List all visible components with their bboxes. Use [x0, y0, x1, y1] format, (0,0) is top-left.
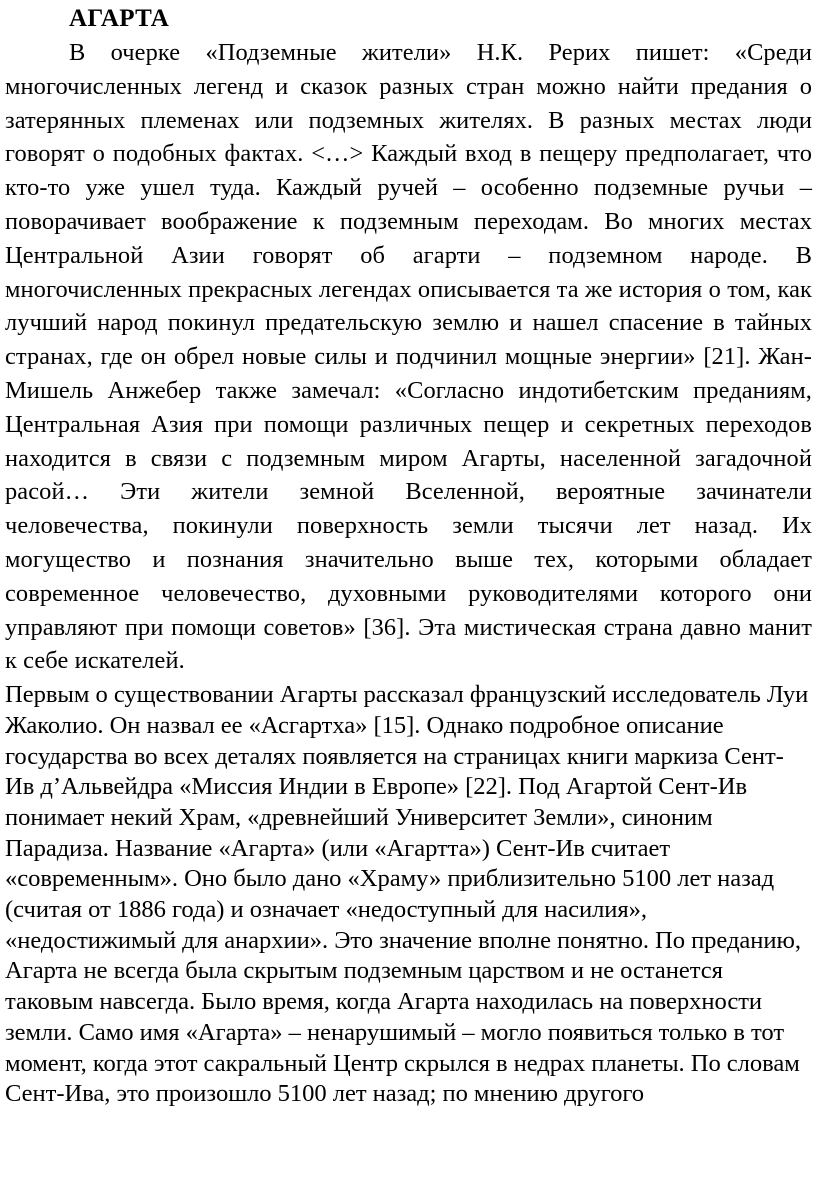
- paragraph-1: В очерке «Подземные жители» Н.К. Рерих пишет: «Среди многочисленных легенд и сказок разных стран можно найти предания о затерянных племенах или подземных жителях. В разных местах люди говорят о подобных фактах. <…> Каждый вход в пещеру предполагает, что кто-то уже ушел туда. Каждый ручей – особенно подземные ручьи – поворачивает воображение к подземным переходам. Во многих местах Центральной Азии говорят об агарти – подземном народе. В многочисленных прекрасных легендах описывается та же история о том, как лучший народ покинул предательскую землю и нашел спасение в тайных странах, где он обрел новые силы и подчинил мощные энергии» [21]. Жан-Мишель Анжебер также замечал: «Согласно индотибетским преданиям, Центральная Азия при помощи различных пещер и секретных переходов находится в связи с подземным миром Агарты, населенной загадочной расой… Эти жители земной Вселенной, вероятные зачинатели человечества, покинули поверхность земли тысячи лет назад. Их могущество и познания значительно выше тех, которыми обладает современное человечество, духовными руководителями которого они управляют при помощи советов» [36]. Эта мистическая страна давно манит к себе искателей.: [5, 39, 812, 675]
- document-title: АГАРТА: [69, 5, 170, 32]
- paragraph-2: Первым о существовании Агарты рассказал французский исследователь Луи Жаколио. Он назвал ее «Асгартха» [15]. Однако подробное описание государства во всех деталях появляется на страницах книги маркиза Сент-Ив д’Альвейдра «Миссия Индии в Европе» [22]. Под Агартой Сент-Ив понимает некий Храм, «древнейший Университет Земли», синоним Парадиза. Название «Агарта» (или «Агартта») Сент-Ив считает «современным». Оно было дано «Храму» приблизительно 5100 лет назад (считая от 1886 года) и означает «недоступный для насилия», «недостижимый для анархии». Это значение вполне понятно. По преданию, Агарта не всегда была скрытым подземным царством и не останется таковым навсегда. Было время, когда Агарта находилась на поверхности земли. Само имя «Агарта» – ненарушимый – могло появиться только в тот момент, когда этот сакральный Центр скрылся в недрах планеты. По словам Сент-Ива, это произошло 5100 лет назад; по мнению другого: [5, 681, 809, 1108]
